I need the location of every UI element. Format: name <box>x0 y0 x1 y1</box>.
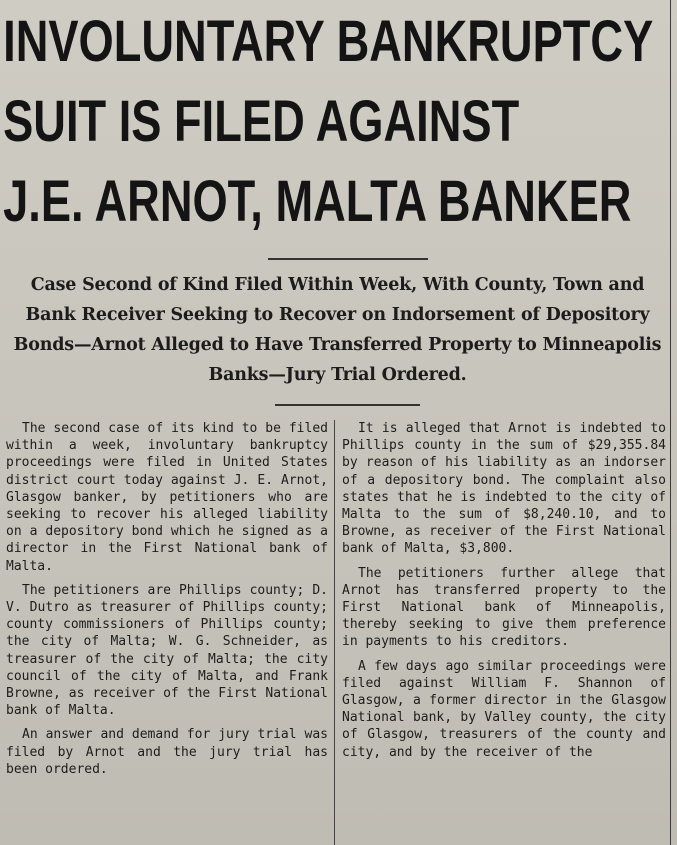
headline-line-3: J.E. ARNOT, MALTA BANKER <box>3 169 632 234</box>
headline-divider <box>268 258 428 260</box>
article-column-left <box>6 420 328 785</box>
headline-line-1: INVOLUNTARY BANKRUPTCY <box>3 9 654 74</box>
subheadline-deck: Case Second of Kind Filed Within Week, With County, Town and Bank Receiver Seeking to Recover on Indorsement of Depository Bonds—Arnot Alleged to Have Transferred Property to Minneapolis Banks—Jury Trial Ordered. <box>13 275 662 385</box>
left-paragraph-3: An answer and demand for jury trial was filed by Arnot and the jury trial has been ordered. <box>6 727 328 777</box>
right-paragraph-3: A few days ago similar proceedings were filed against William F. Shannon of Glasgow, a former director in the Glasgow National bank, by Valley county, the city of Glasgow, treasurers of the county and city, and by the receiver of the <box>342 658 666 760</box>
right-paragraph-1: It is alleged that Arnot is indebted to Phillips county in the sum of $29,355.84 by reason of his liability as an indorser of a depository bond. The complaint also states that he is indebted to the city of Malta to the sum of $8,240.10, and to Browne, as receiver of the First National bank of Malta, $3,800. <box>342 421 666 557</box>
headline <box>0 0 675 242</box>
column-separator <box>334 420 335 845</box>
right-paragraph-2: The petitioners further allege that Arnot has transferred property to the First National bank of Minneapolis, thereby seeking to give them preference in payments to his creditors. <box>342 565 666 650</box>
headline-line-2: SUIT IS FILED AGAINST <box>3 89 520 154</box>
article-column-right <box>342 420 666 768</box>
deck-divider <box>275 404 420 406</box>
left-paragraph-1: The second case of its kind to be filed within a week, involuntary bankruptcy proceedings were filed in United States district court today against J. E. Arnot, Glasgow banker, by petitioners who are seeking to recover his alleged liability on a depository bond which he signed as a director in the First National bank of Malta. <box>6 421 328 574</box>
left-paragraph-2: The petitioners are Phillips county; D. V. Dutro as treasurer of Phillips county; county commissioners of Phillips county; the city of Malta; W. G. Schneider, as treasurer of the city of Malta; the city council of the city of Malta, and Frank Browne, as receiver of the First National bank of Malta. <box>6 582 328 719</box>
